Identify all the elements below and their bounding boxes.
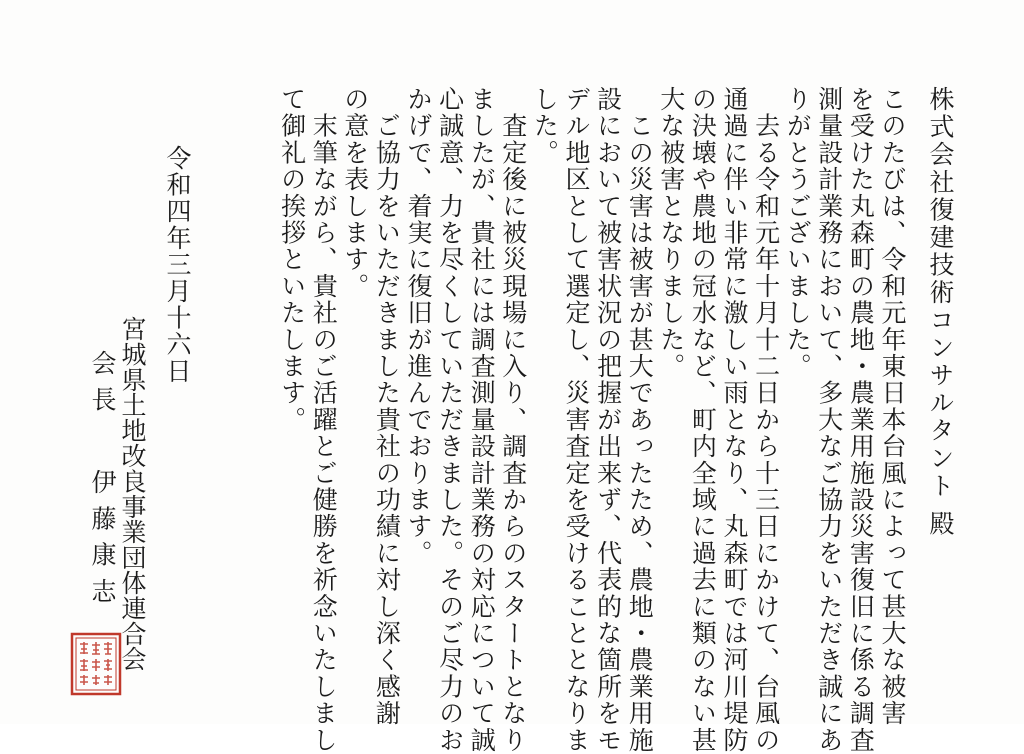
body-line: このたびは、令和元年東日本台風によって甚大な被害 (878, 86, 907, 727)
letter-date: 令和四年三月十六日 (163, 145, 192, 385)
official-seal (70, 632, 122, 696)
body-line: 去る令和元年十月十二日から十三日にかけて、台風の (751, 86, 781, 754)
body-line: この災害は被害が甚大であったため、農地・農業用施 (625, 86, 655, 754)
body-line: した。 (530, 86, 560, 167)
body-line: 査定後に被災現場に入り、調査からのスタートとなり (498, 86, 528, 754)
body-line: て御礼の挨拶といたします。 (277, 86, 307, 434)
body-line: 末筆ながら、貴社のご活躍とご健勝を祈念いたしまし (309, 86, 339, 754)
body-line: 大な被害となりました。 (656, 86, 686, 380)
body-line: 通過に伴い非常に激しい雨となり、丸森町では河川堤防 (720, 86, 749, 754)
body-line: 心誠意、力を尽くしていただきました。そのご尽力のお (435, 86, 465, 754)
body-line: 設において被害状況の把握が出来ず、代表的な箇所をモ (593, 86, 623, 754)
body-line: ご協力をいただきました貴社の功績に対し深く感謝 (372, 86, 402, 727)
signature-name-block (90, 350, 115, 605)
body-line: ましたが、貴社には調査測量設計業務の対応について誠 (467, 86, 497, 754)
body-line: の意を表します。 (340, 86, 370, 300)
body-line: を受けた丸森町の農地・農業用施設災害復旧に係る調査 (846, 86, 876, 754)
body-line: デル地区として選定し、災害査定を受けることとなりま (562, 86, 591, 754)
body-line: の決壊や農地の冠水など、町内全域に過去に類のない甚 (688, 86, 718, 754)
body-line: りがとうございました。 (783, 86, 813, 380)
signature-title: 会 長 (88, 350, 117, 414)
signature-name: 伊 藤 康 志 (88, 469, 117, 605)
body-line: かげで、着実に復旧が進んでおります。 (404, 86, 433, 567)
addressee: 株式会社復建技術コンサルタント 殿 (926, 86, 955, 539)
body-line: 測量設計業務において、多大なご協力をいただき誠にあ (814, 86, 844, 754)
signature-organization: 宮城県土地改良事業団体連合会 (118, 316, 147, 672)
